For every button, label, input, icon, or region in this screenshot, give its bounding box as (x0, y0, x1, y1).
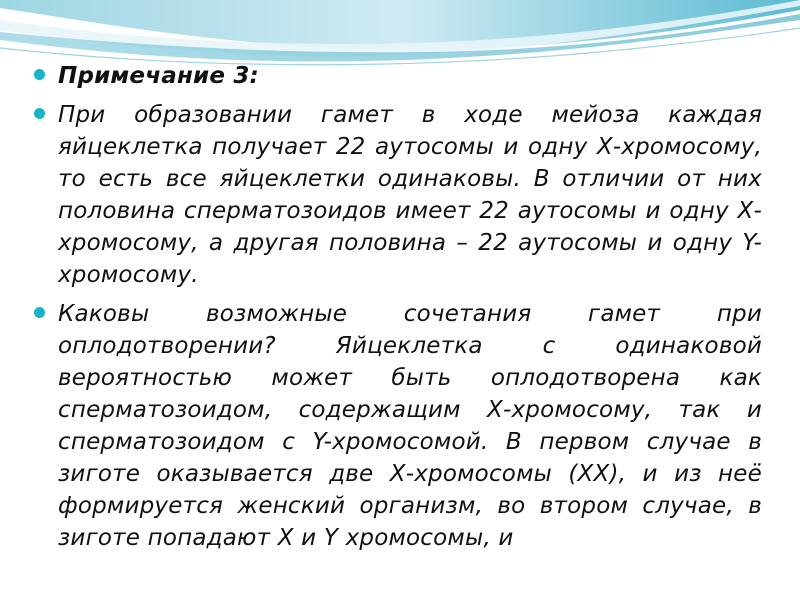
slide-content (34, 60, 762, 561)
bullet-fertilization-paragraph (34, 298, 762, 554)
note-title-text: Примечание 3: (58, 63, 259, 89)
bullet-dot-icon (34, 307, 45, 318)
bullet-dot-icon (34, 108, 45, 119)
bullet-dot-icon (34, 69, 45, 80)
meiosis-paragraph-text: При образовании гамет в ходе мейоза каждая яйцеклетка получает 22 аутосомы и одну Х-хромосому, то есть все яйцеклетки одинаковы. В отличии от них половина сперматозоидов имеет 22 аутосомы и одну Х-хромосому, а другая половина – 22 аутосомы и одну Y-хромосому. (58, 102, 762, 288)
bullet-note-title (34, 60, 762, 92)
bullet-meiosis-paragraph (34, 99, 762, 291)
fertilization-paragraph-text: Каковы возможные сочетания гамет при оплодотворении? Яйцеклетка с одинаковой вероятностью может быть оплодотворена как сперматозоидом, содержащим Х-хромосому, так и сперматозоидом с Y-хромосомой. В первом случае в зиготе оказывается две Х-хромосомы (ХХ), и из неё формируется женский организм, во втором случае, в зиготе попадают X и Y хромосомы, и (58, 301, 762, 551)
